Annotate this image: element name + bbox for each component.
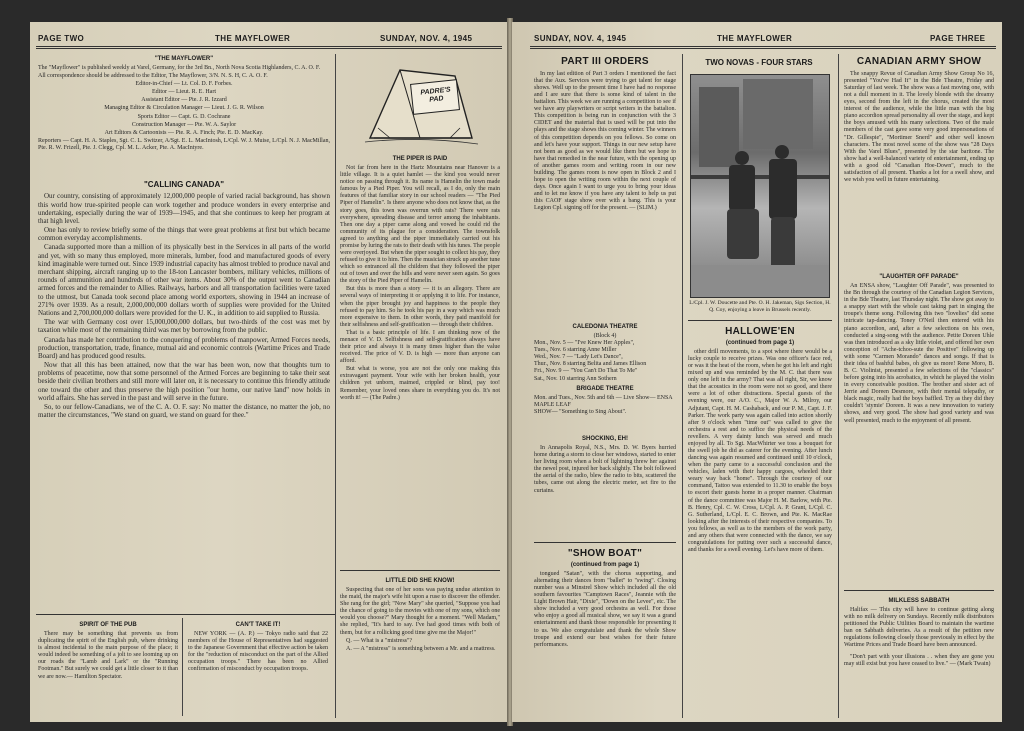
article-title: CAN'T TAKE IT!: [235, 622, 281, 628]
article-title: CALEDONIA THEATRE: [572, 324, 638, 330]
article-piper-is-paid: [340, 154, 500, 403]
article-title: "SHOW BOAT": [567, 548, 643, 559]
paragraph: But what is worse, you are not the only one making this extravagant payment. Your wife with her broken health, your children yet unborn, maimed, crippled or blind, pay too! Remember, your loved ones share in everything you do. It's not worth it! — (The Padre.): [340, 366, 500, 401]
header-rule: [530, 46, 996, 47]
date-left: SUNDAY, NOV. 4, 1945: [380, 34, 473, 43]
masthead-line: Editor-in-Chief — Lt. Col. D. F. Forbes.: [135, 81, 233, 88]
padres-pad-cartoon: [360, 58, 480, 148]
listing-row: Mon., Nov. 5 — "I've Knew Her Apples",: [534, 340, 635, 347]
paragraph: There may be something that prevents us from duplicating the spirit of the English pub, where drinking is almost incidental to the main purpose of the place; it would indeed be something of a jolt to see looming up on our roads the "Lamb and Lark" or the "Running Footman." But surely we could get a little closer to it than we are now.— Hamilton Spectator.: [38, 631, 178, 680]
section-rule: [534, 542, 676, 543]
article-title: CANADIAN ARMY SHOW: [856, 56, 982, 67]
masthead-line: All correspondence should be addressed to the Editor, The Mayflower, 3/N. N. S. H, C. A. O. F.: [38, 73, 268, 80]
paragraph: In Annapolis Royal, N.S., Mrs. D. W. Byers hurried home during a storm to close her windows, started to enter her living room when a bolt of lightning threw her against the newel post, injured her back slightly. The bolt followed the aerial of the radio, blew the radio to bits, scattered the tubes, came out along the electric meter, set fire to the curtains.: [534, 445, 676, 494]
section-rule: [36, 614, 336, 615]
masthead-line: Reporters — Capt. H. A. Staples, Sgt. C. L. Switzer, A/Sgt. E. L. MacIntosh, L/Cpl. W. J. Muise, L/Cpl. N. J. MacMillan, Pte. R. W. Frizell, Pte. J. Clegg, Cpl. M. L. Acker, Pte. A. MacIntyre.: [38, 137, 330, 151]
masthead: [38, 54, 330, 153]
paragraph: Halifax — This city will have to continue getting along with no milk delivery on Sundays. Recently milk distributors petitioned the Public Utilities Board to maintain the wartime ban on Sabbath deliveries. As a result of the petition new regulations following closely those previously in effect by the Wartime Prices and Trade Board have been announced.: [844, 607, 994, 649]
article-title: SHOCKING, EH!: [581, 436, 628, 442]
block-label: (Block 4): [593, 333, 617, 340]
paragraph: Our country, consisting of approximately 12,000,000 people of varied racial background, has shown this world how true-spirited people can work together and produce wonders in every enterprise and undertaking, especially during the war of 1939—1945, and that she continues to keep her program at that high level.: [38, 192, 330, 225]
article-part-iii-orders: [534, 56, 676, 213]
column-rule: [335, 54, 336, 718]
header-rule-double: [36, 48, 502, 49]
paragraph: Q. — What is a "mistress"?: [346, 637, 413, 644]
article-title: "CALLING CANADA": [143, 180, 225, 189]
paragraph: Not far from here in the Hartz Mountains near Hanover is a little village. It is a quiet hamlet — the kind you would never notice on passing through it. Its name is Hamelin the town made famous by a Pied Piper. You will recall, as I do, only the main features of that familiar story in our school readers — "The Pied Piper of Hamelin". Is there anyone who does not know that, as the story goes, this town was overrun with rats? There were rats everywhere, spreading disease and terror among the inhabitants. Then one day a piper came along and vowed he could rid the community of its plague for a consideration. The townsfolk agreed to anything and the piper immediately carried out his promise by luring the rats to their death with his tunes. The people were overjoyed. But when the piper sought to collect his pay, they refused to give it to him. Then the musician struck up another tune which so entranced all the children that they followed the piper out of town and over the hills and were never seen again. So goes the story of the Pied Piper of Hamelin.: [340, 165, 500, 285]
page-number-right: PAGE THREE: [930, 34, 986, 43]
section-rule: [688, 320, 832, 321]
caledonia-theatre-listing: [534, 322, 676, 416]
paragraph: In my last edition of Part 3 orders I mentioned the fact that the Aux. Services were trying to get talent for stage shows. Well up to the present time I have had no response and I are sure that there is some kind of talent in the battalion. This week we are running a competition to see if we have any playwriters or script writers in the battalion. This competition is being run in conjunction with the 3 CIDET and the material that is used will be put into the plays and the stage shows this coming winter. The winners of this competition depends on you fellows. So come on and let's have your support. Things in our new setup have not been as good as we would like them but we hope to have that remedied in the near future, with the opening up of another games room and writing room in our new building. The games room is now open in Block 2 and I hope to open the writing room within the next couple of days. Once again I want to urge you to bring your ideas and to let me know if you have any talent to help us put this CAOF stage show over with a bang. This is your Legion Cpl. signing off for the present. — (SLIM.): [534, 70, 676, 212]
column-rule: [182, 618, 183, 716]
paragraph: One has only to review briefly some of the things that were great problems at first but which became common everyday accomplishments.: [38, 226, 330, 243]
article-calling-canada: [38, 180, 330, 420]
listing-row: SHOW— "Something to Sing About".: [534, 408, 627, 415]
article-title: SPIRIT OF THE PUB: [79, 622, 137, 628]
article-title: LITTLE DID SHE KNOW!: [385, 578, 455, 584]
soldiers-photo: [690, 74, 830, 298]
listing-row: Wed., Nov. 7 — "Lady Let's Dance",: [534, 354, 623, 361]
article-title: THE PIPER IS PAID: [392, 156, 448, 162]
masthead-line: Managing Editor & Circulation Manager — Lieut. J. G. R. Wilson: [104, 105, 264, 112]
article-title: PART III ORDERS: [561, 56, 649, 67]
page-three: [512, 22, 1002, 722]
article-little-did-she-know: [340, 576, 500, 654]
article-shocking: [534, 434, 676, 496]
page-number-left: PAGE TWO: [38, 34, 85, 43]
column-rule: [682, 54, 683, 718]
paragraph: A. — A "mistress" is something between a Mr. and a mattress.: [346, 645, 496, 652]
paragraph: Canada has made her contribution to the conquering of problems of manpower, Armed Forces needs, production, transportation, trade, finance, mutual aid and economic controls (Wartime Prices and Trade Board) and has produced good results.: [38, 335, 330, 360]
masthead-title: "THE MAYFLOWER": [154, 56, 214, 62]
paragraph: That is a basic principle of life. I am thinking now of the menace of V. D. Selfishness and self-gratification always have their price and always it is many times higher than the value received. The price of V. D. is high — more than anyone can afford.: [340, 329, 500, 365]
paragraph: tongued "Satan", with the chorus supporting, and alternating their dances from "ballet" to "swing". Closing number was a Minstrel Show which included all the old southern favourites "Camptown Races", Jeannie with the Light Brown Hair, "Dixie", "Down on the Levee", etc. The show included a very good orchestra as well. For those who enjoy a good all musical show, we say it was a grand entertainment and thank those responsible for presenting it to us. We also congratulate and thank the whole Show troupe and extend our best wishes for their future performances.: [534, 570, 676, 648]
page-two: [30, 22, 508, 722]
article-subtitle: (continued from page 1): [725, 339, 795, 346]
listing-row: Mon. and Tues., Nov. 5th and 6th — Live Show— ENSA MAPLE LEAF: [534, 394, 673, 408]
paragraph: The snappy Revue of Canadian Army Show Group No 16, presented "You've Had It" in the Bde Theatre, Friday and Saturday of last week. The show was a fast moving one, with not a dull moment in it. The lovely blonde with the dreamy eyes, second from the left in the chorus, created the most interest of the audience, while the little man with the big piano accordion spread personality all over the stage, and kept the boys amused with his many selections. Two of the male members of the cast gave some very good impersonations of "Dr. Gillespie", "Mortimer Snerd" and other well known characters. The most novel scene of the show was "28 Days With the Varel Blues", presented by the star baritone. The show had a well-balanced variety of entertainment, ending up with a good old "Canadian Hoe-Down", much to the satisfaction of all present. Thanks a lot for a swell show, and we wish you well in future entertaining.: [844, 70, 994, 183]
article-title: TWO NOVAS - FOUR STARS: [705, 58, 813, 67]
listing-row: Sat., Nov. 10 starring Ann Sothern: [534, 375, 617, 382]
article-title: "LAUGHTER OFF PARADE": [879, 274, 959, 280]
article-title: MILKLESS SABBATH: [888, 598, 950, 604]
paragraph: The war with Germany cost over 15,000,000,000 dollars, but two-thirds of the cost was met by taxation while most of the remaining third was met by borrowing from the public.: [38, 318, 330, 335]
paragraph: Canada supported more than a million of its physically best in the Services in all parts of the world and yet, with so many thus employed, more minerals, lumber, food and manufactured goods of every kind imaginable were turned out. Since 1939 industrial capacity has almost trebled to produce naval and merchant shipping, aircraft ranging up to the 18-ton Lancaster bombers, military vehicles, millions of rounds of ammunition and hundreds of other war items. About 30% of the output went to Canadian armed forces and the remainder to Allies. Railways, harbors and all transportation facilities were taxed to the utmost, but Canada took second place among world exporters, showing in 1944 an increase of 271% over 1939. As a result, 2,000,000,000 dollars worth of supplies were provided for the United Nations and 2,700,000,000 dollars were provided for the U. K., in addition to aid supplied to Russia.: [38, 243, 330, 317]
paper-name-right: THE MAYFLOWER: [717, 34, 793, 43]
masthead-line: The "Mayflower" is published weekly at Varel, Germany, for the 3rd Bn., North Nova Scotia Highlanders, C. A. O. F.: [38, 65, 321, 72]
paragraph: So, to our fellow-Canadians, we of the C. A. O. F. say: No matter the distance, no matter the job, no matter the circumstances, "We stand on guard, we stand on guard for thee.": [38, 403, 330, 420]
column-rule: [838, 54, 839, 718]
paragraph: other drill movements, to a spot where there would be a lucky couple to receive prizes. Was one officer's face red, or was it the heat of the room, when he got his left and right mixed up and was reminded by the M. C. that there was only one left in the army? That was all right, Sir, we know that the acoustics in the room were not so good, and there were a lot of other distractions. Special guests of the evening were, our A/O. C., Major W. A. Milroy, our Adjutant, Capt. H. M. Cashaback, and our P. M., Capt. J. F. Parker. The work party was again called into action shortly after 9 o'clock when "time out" was called to give the orchestra a rest and to suffice the physical needs of the revellers. A very dainty lunch was served and much enjoyed by all. To Sgt. MacWhirter we toss a bouquet for the swell job he did as caterer for the evening. After lunch dancing was again resumed and continued until 10 o'clock, when the party came to a successful conclusion and the vehicles, laden with their happy cargoes, wheeled their weary way back "home". Through the courtesy of our command, Tattoo was extended to 11.30 to enable the boys to escort their guests home in a proper manner. Chairman of the dance committee was Major H. M. Barlow, with Pte. B. Henry, Cpl. C. W. Cross, L/Cpl. A. P. Grant, L/Cpl. C. G. Sutherland, L/Cpl. E. C. Brown, and Pte. K. MacRae looking after the interests of their respective companies. To you fellows, as well as to the members of the work party, and any others that were connected with the dance, we say congratulations for putting over such a successful dance, and thanks for a swell evening. Let's have more of them.: [688, 348, 832, 554]
header-rule: [36, 46, 502, 47]
listing-row: Fri., Nov. 9 — "You Can't Do That To Me": [534, 368, 638, 375]
article-subtitle: (continued from page 1): [570, 561, 640, 568]
masthead-line: Editor — Lieut. R. E. Hart: [152, 89, 216, 96]
article-laughter-off-parade: [844, 272, 994, 426]
masthead-line: Assistant Editor — Pte. J. R. Izzard: [141, 97, 227, 104]
article-milkless-sabbath: [844, 596, 994, 669]
paragraph: An ENSA show, "Laughter Off Parade", was presented to the Bn through the courtesy of the Canadian Legion Services, in the Bde Theatre, last Thursday night. The show got away to a snappy start with the whole cast taking part in singing the troupe's theme song. Following this two "lovelies" did some intricate tap-dancing. Toney O'Neil then entered with his piano accordion, and, after a few selections on his own, conducted a sing-song with the audience. Petite Doreen Uhle was then introduced as a sky little violet, and offered her own conception of "Ache-tchoo-sute the Positive" following up with some "Carmen Morando" dances and songs. If that is their idea of bashful babes, oh give us more! Rene Moro, B. B. C. Violinist, presented a few selections of the "classics" before going into his acrobatics, in which he played the violin in every conceivable position. The brother and sister act of Jerrie and Doreen Desmore, with their mental telepathy, or black magic, really had the boys baffled. Try as they did they couldn't 'stymie' Doreen. It was a new innovation to variety shows, and very good. The show had good variety and was well presented, much to the enjoyment of all present.: [844, 283, 994, 424]
article-cant-take-it: [188, 620, 328, 675]
article-title: HALLOWE'EN: [725, 326, 795, 337]
listing-row: Tues., Nov. 6 starring Anne Miller: [534, 347, 617, 354]
cartoon-sign: PADRE'S PAD: [420, 86, 452, 104]
section-rule: [340, 570, 500, 571]
article-halloween: [688, 326, 832, 555]
date-right: SUNDAY, NOV. 4, 1945: [534, 34, 627, 43]
header-rule-double: [530, 48, 996, 49]
paragraph: Suspecting that one of her sons was paying undue attention to the maid, the major's wife hit upon a ruse to discover the offender. She rang for the girl; "Now Mary" she queried, "Suppose you had the chance of going to the movies with one of my sons, which one would you choose?" Mary thought for a moment. "Well Madam," she replied, "It's hard to say. I've had good times with both of them, but for a rollicking good time give me the Major!": [340, 587, 500, 636]
article-title: BRIGADE THEATRE: [576, 385, 634, 392]
paragraph: NEW YORK — (A. P.) — Tokyo radio said that 22 members of the House of Representatives had suggested to the Japanese Government that effective action be taken for the "reduction of misconduct on the part of the Allied occupation troops." There has been no Allied confirmation of misconduct by occupation troops.: [188, 631, 328, 673]
article-canadian-army-show: [844, 56, 994, 185]
masthead-line: Construction Manager — Pte. W. A. Saylor: [131, 121, 237, 128]
listing-row: Thur., Nov. 8 starring Belita and James Ellison: [534, 361, 647, 368]
quote: "Don't part with your illusions . . when they are gone you may still exist but you have ceased to live." — (Mark Twain): [844, 653, 994, 667]
article-show-boat: [534, 548, 676, 650]
paragraph: But this is more than a story — it is an allegory. There are several ways of interpreting it or applying it to life. For instance, when the piper brought joy and happiness to the people they refused to pay him. So he took his pay in a way which was much more expensive to them. In other words, they paid manifold for their selfishness and self-gratification — through their children.: [340, 286, 500, 328]
photo-caption: L/Cpl. J. W. Doucette and Pte. O. H. Jakeman, Sigs Section, H. Q. Coy, enjoying a leave in Brussels recently.: [689, 300, 831, 313]
masthead-line: Sports Editor — Capt. G. D. Cochrane: [137, 113, 231, 120]
paper-name-left: THE MAYFLOWER: [215, 34, 291, 43]
paragraph: Now that all this has been attained, now that the war has been won, now that thoughts turn to problems of peacetime, now that some personnel of the Armed Forces are beginning to take their seat beside their civilian brothers and still more will later on, it is necessary to continue this friendly attitude one toward the other and thus preserve the high position "our home, our native land" now holds in world affairs. She has served in the past and will serve in the future.: [38, 361, 330, 402]
section-rule: [844, 590, 994, 591]
masthead-line: Art Editors & Cartoonists — Pte. R. A. Finch; Pte. E. D. MacKay.: [104, 129, 264, 136]
article-spirit-of-pub: [38, 620, 178, 682]
